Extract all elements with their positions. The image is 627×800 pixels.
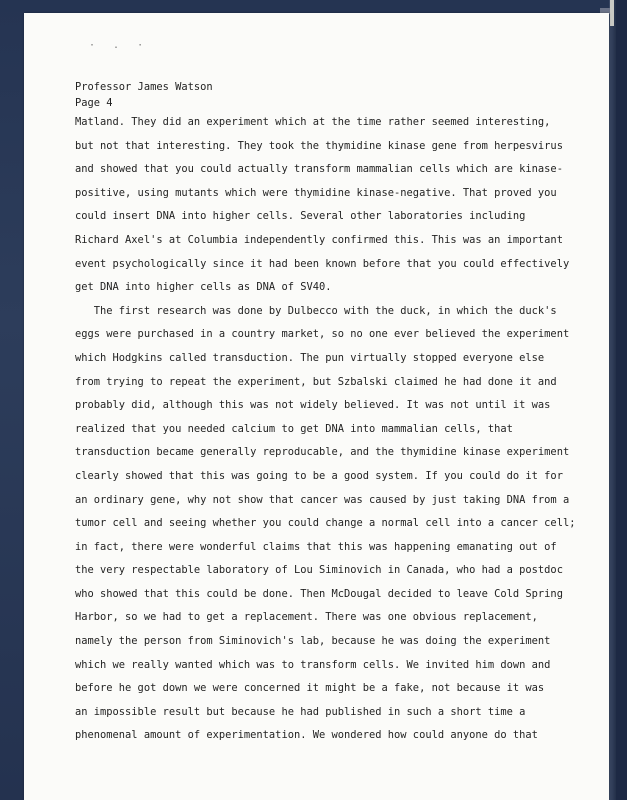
body-line: Harbor, so we had to get a replacement. There was one obvious replacement, <box>75 611 538 624</box>
header-page-number: Page 4 <box>75 97 113 109</box>
body-line: eggs were purchased in a country market, so no one ever believed the experiment <box>75 328 570 341</box>
body-line: tumor cell and seeing whether you could change a normal cell into a cancer cell; <box>75 517 576 530</box>
body-line: event psychologically since it had been known before that you could effectively <box>75 257 570 270</box>
body-line: realized that you needed calcium to get DNA into mammalian cells, that <box>75 422 513 435</box>
body-line: in fact, there were wonderful claims that this was happening emanating out of <box>75 540 557 553</box>
body-line: which we really wanted which was to transform cells. We invited him down and <box>75 658 551 671</box>
body-line: an ordinary gene, why not show that cancer was caused by just taking DNA from a <box>75 493 570 506</box>
body-line: positive, using mutants which were thymidine kinase-negative. That proved you <box>75 186 557 199</box>
ink-smudge-marks: · . · <box>89 40 150 51</box>
document-text <box>75 79 595 748</box>
body-line: namely the person from Siminovich's lab, because he was doing the experiment <box>75 635 551 648</box>
body-text <box>75 111 595 748</box>
body-line: clearly showed that this was going to be a good system. If you could do it for <box>75 469 563 482</box>
body-line: from trying to repeat the experiment, but Szbalski claimed he had done it and <box>75 375 557 388</box>
body-line: the very respectable laboratory of Lou Siminovich in Canada, who had a postdoc <box>75 564 563 577</box>
body-line: which Hodgkins called transduction. The pun virtually stopped everyone else <box>75 351 545 364</box>
body-line: before he got down we were concerned it might be a fake, not because it was <box>75 682 545 695</box>
header-name: Professor James Watson <box>75 81 213 93</box>
body-line: and showed that you could actually transform mammalian cells which are kinase- <box>75 163 563 176</box>
background-strip <box>616 0 627 800</box>
scan-marker <box>610 0 614 26</box>
body-line: phenomenal amount of experimentation. We wondered how could anyone do that <box>75 729 538 742</box>
body-line: The first research was done by Dulbecco with the duck, in which the duck's <box>75 304 557 317</box>
body-line: probably did, although this was not widely believed. It was not until it was <box>75 399 551 412</box>
body-line: Matland. They did an experiment which at the time rather seemed interesting, <box>75 116 551 128</box>
body-line: Richard Axel's at Columbia independently confirmed this. This was an important <box>75 233 563 246</box>
body-line: get DNA into higher cells as DNA of SV40. <box>75 281 332 294</box>
body-line: an impossible result but because he had published in such a short time a <box>75 705 526 718</box>
body-line: could insert DNA into higher cells. Several other laboratories including <box>75 210 526 223</box>
body-line: transduction became generally reproducable, and the thymidine kinase experiment <box>75 446 570 459</box>
body-line: but not that interesting. They took the thymidine kinase gene from herpesvirus <box>75 139 563 152</box>
body-line: who showed that this could be done. Then McDougal decided to leave Cold Spring <box>75 587 563 600</box>
